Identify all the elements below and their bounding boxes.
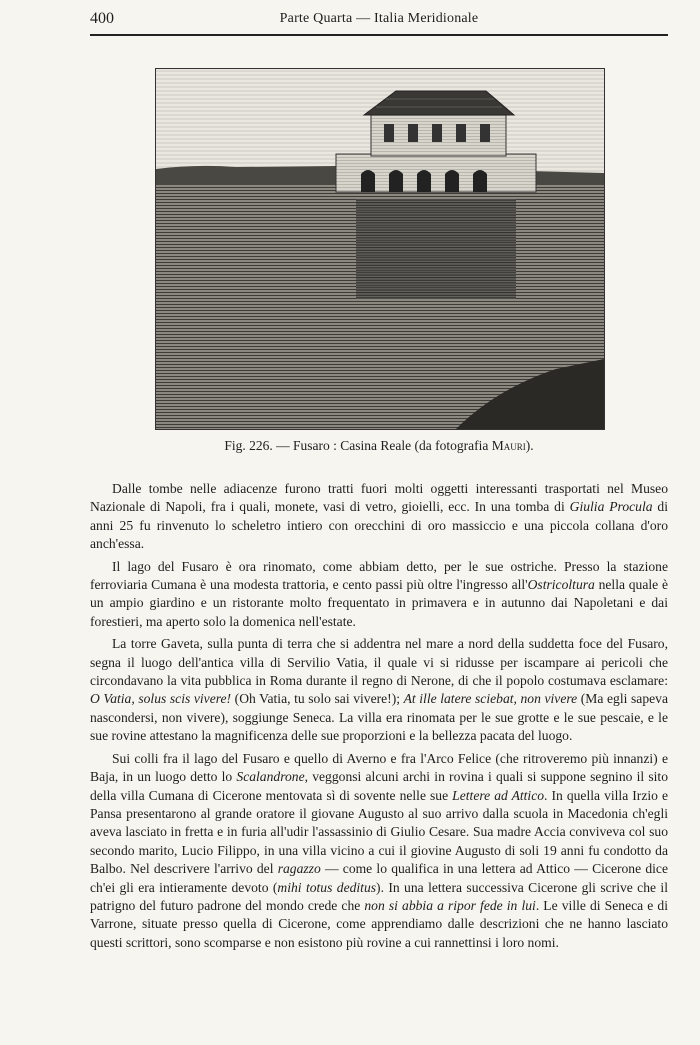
italic-run: Scalandrone: [236, 769, 305, 785]
italic-run: Ostricoltura: [527, 577, 595, 593]
text-run: . In quella villa Irzio e Pansa presentarono al grande oratore il giovane Augusto al suo arrivo dalla scuola in Macedonia ch'egli aveva lasciato in fretta e in furia all'udir l'assassinio di Giulio Cesare. Sua madre Accia conviveva col suo secondo marito, Lucio Filippo, in una villa vicino a cui il giovine Augusto di soli 19 anni fu condotto da Balbo. Nel descrivere l'arrivo del: [90, 787, 668, 877]
body-text: [90, 480, 668, 956]
paragraph: [90, 558, 668, 632]
italic-run: O Vatia, solus scis vivere!: [90, 691, 232, 707]
text-run: La torre Gaveta, sulla punta di terra che si addentra nel mare a nord della suddetta foce del Fusaro, segna il luogo dell'antica villa di Servilio Vatia, il quale vi si ridusse per iscampare ai pericoli che circondavano la vita pubblica in Roma durante il regno di Nerone, di che il popolo costumava esclamare:: [90, 636, 668, 689]
italic-run: Giulia Procula: [569, 499, 653, 515]
page-number: 400: [90, 10, 114, 27]
italic-run: non si abbia a ripor fede in lui: [364, 897, 536, 913]
text-run: — come lo qualifica in una lettera ad Attico — Cicerone dice ch'ei gli era intieramente devoto (: [90, 861, 668, 895]
text-run: di anni 25 fu rinvenuto lo scheletro intiero con orecchini di oro massiccio e una piccola collana d'oro anch'essa.: [90, 499, 668, 552]
text-run: (Oh Vatia, tu solo sai vivere!);: [231, 691, 404, 707]
text-run: (Ma egli sapeva nascondersi, non vivere), soggiunge Seneca. La villa era rinomata per le sue grotte e le sue pescaie, e le sue rovine attestano la magnificenza delle sue proporzioni e la bellezza pacata del luogo.: [90, 691, 668, 744]
caption-end: ).: [525, 438, 534, 453]
paragraph: [90, 635, 668, 745]
text-run: Sui colli fra il lago del Fusaro e quello di Averno e fra l'Arco Felice (che ritroveremo più innanzi) e Baja, in un luogo detto lo: [90, 750, 668, 785]
caption-text: Fig. 226. — Fusaro : Casina Reale (da fotografia: [224, 438, 492, 453]
text-run: Il lago del Fusaro è ora rinomato, come abbiam detto, per le sue ostriche. Presso la stazione ferroviaria Cumana è una modesta trattoria, e cento passi più oltre l'ingresso all': [90, 558, 668, 593]
italic-run: At ille latere sciebat, non vivere: [403, 691, 578, 707]
italic-run: mihi totus deditus: [277, 879, 377, 895]
figure-engraving: [155, 68, 605, 430]
text-run: Dalle tombe nelle adiacenze furono tratti fuori molti oggetti interessanti trasportati nel Museo Nazionale di Napoli, fra i quali, monete, vasi di vetro, gioielli, ecc. In una tomba di: [90, 481, 668, 515]
text-run: , veggonsi alcuni archi in rovina i quali si suppone segnino il sito della villa Cumana di Cicerone mentovata sì di sovente nelle sue: [90, 769, 669, 803]
casina-reale-illustration: [156, 69, 604, 429]
text-run: nella quale è un ampio giardino e un ristorante molto frequentato in primavera e in autunno dai Napoletani e dai forestieri, ma aperto solo la domenica nell'estate.: [90, 577, 668, 629]
running-header: [90, 8, 668, 36]
figure-caption: [90, 438, 668, 454]
italic-run: Lettere ad Attico: [452, 787, 545, 803]
text-run: . Le ville di Seneca e di Varrone, situate presso quella di Cicerone, come apprendiamo dalle descrizioni che ne hanno lasciato questi scrittori, sono scomparse e non esistono più rovine a cui rannettinsi i loro nomi.: [90, 897, 668, 950]
italic-run: ragazzo: [277, 861, 321, 877]
paragraph: [90, 750, 668, 952]
caption-credit: Mauri: [491, 438, 526, 453]
running-title: Parte Quarta — Italia Meridionale: [279, 11, 479, 26]
text-run: ). In una lettera successiva Cicerone gli scrive che il patrigno del futuro padrone del mondo crede che: [90, 879, 668, 913]
paragraph: [90, 480, 668, 554]
